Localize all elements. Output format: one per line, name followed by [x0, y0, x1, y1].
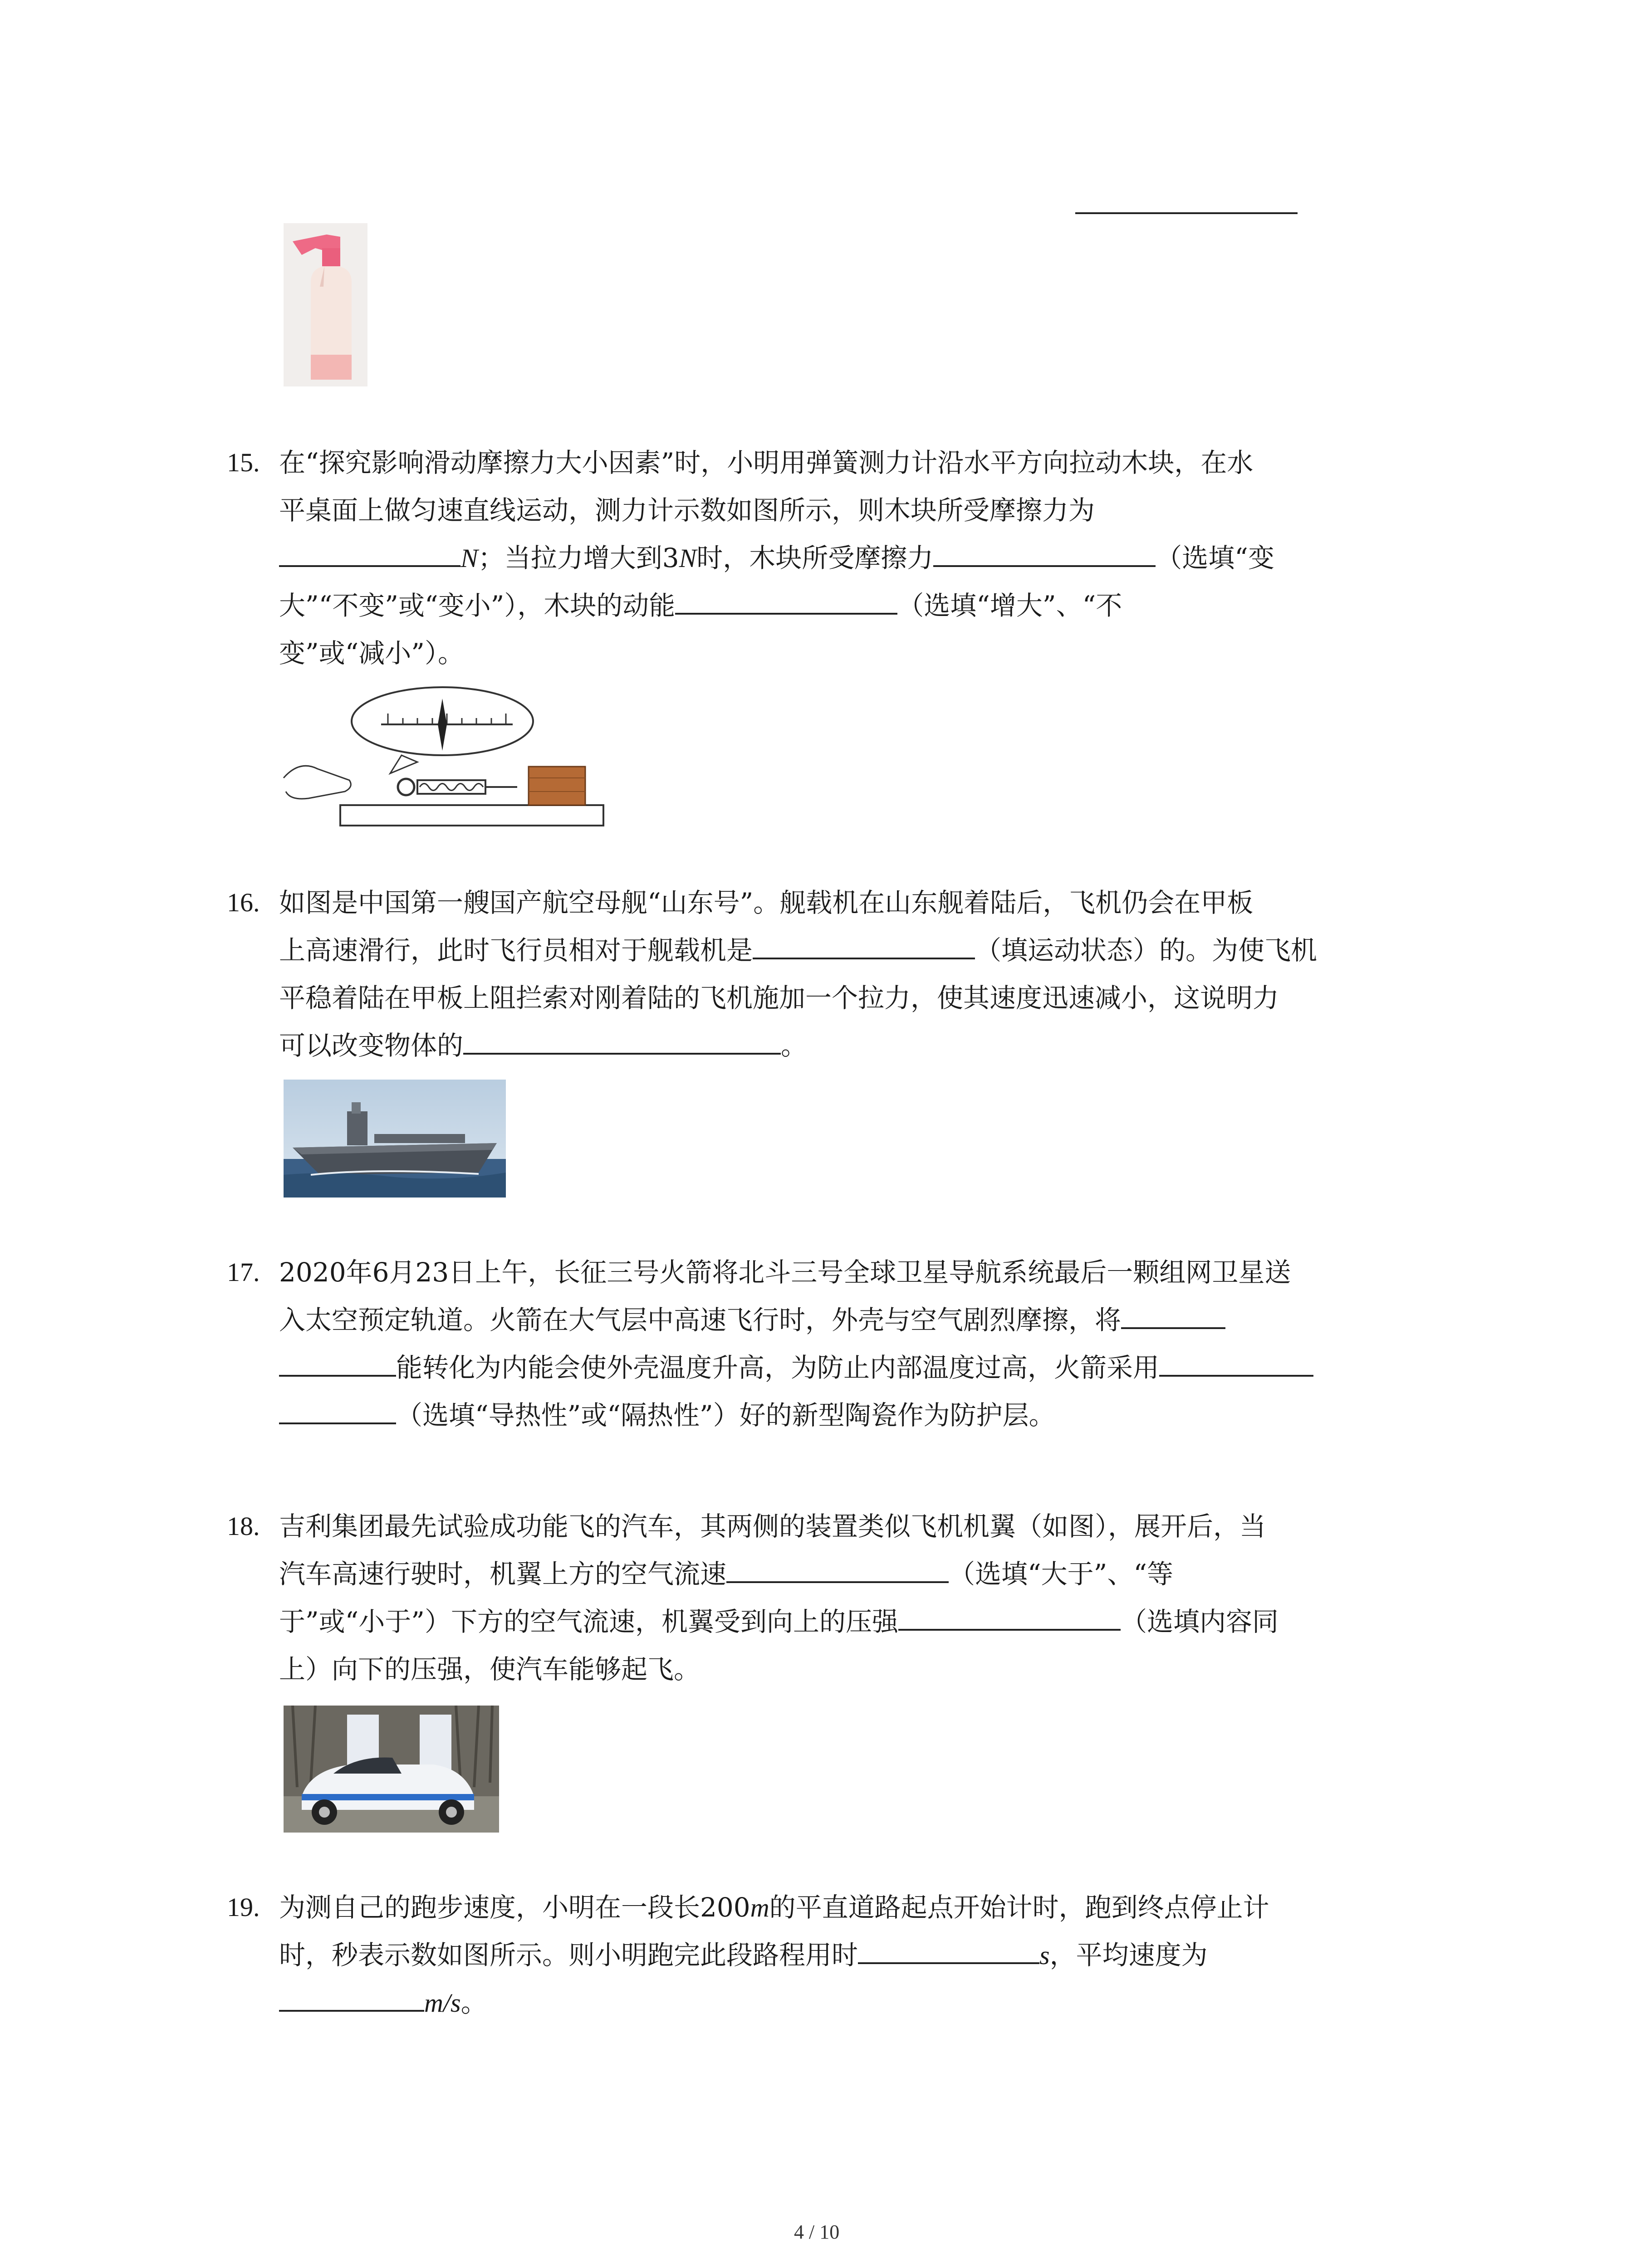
- question-text-line: 上高速滑行，此时飞行员相对于舰载机是 （填运动状态）的。为使飞机: [279, 935, 1318, 966]
- top-answer-blank: [1075, 212, 1298, 214]
- question-number: 17.: [227, 1257, 260, 1287]
- question-number: 19.: [227, 1892, 260, 1922]
- page-number: 4 / 10: [794, 2221, 840, 2243]
- answer-blank[interactable]: [726, 1559, 949, 1583]
- question-text: 2020年6月23日上午，长征三号火箭将北斗三号全球卫星导航系统最后一颗组网卫星送: [279, 1257, 1291, 1288]
- answer-blank[interactable]: [1159, 1352, 1313, 1377]
- question-text: 吉利集团最先试验成功能飞的汽车，其两侧的装置类似飞机机翼（如图），展开后，当: [279, 1511, 1266, 1542]
- answer-blank[interactable]: [279, 1400, 396, 1424]
- aircraft-carrier-image: [284, 1080, 506, 1198]
- unit-label: N: [460, 543, 478, 573]
- answer-blank[interactable]: [463, 1030, 781, 1055]
- question-text-line: 入太空预定轨道。火箭在大气层中高速飞行时，外壳与空气剧烈摩擦，将: [279, 1304, 1225, 1336]
- flying-car-image: [284, 1706, 499, 1833]
- answer-blank[interactable]: [675, 590, 897, 615]
- question-text-line: 时，秒表示数如图所示。则小明跑完此段路程用时 s，平均速度为: [279, 1940, 1208, 1970]
- question-text-line: m/s。: [279, 1987, 487, 2019]
- question-text-line: 于”或“小于”）下方的空气流速，机翼受到向上的压强 （选填内容同: [279, 1606, 1279, 1637]
- unit-label: s: [1039, 1941, 1050, 1970]
- answer-blank[interactable]: [279, 1352, 396, 1377]
- question-text-line: 大”“不变”或“变小”），木块的动能 （选填“增大”、“不: [279, 590, 1122, 621]
- answer-blank[interactable]: [858, 1940, 1039, 1964]
- answer-blank[interactable]: [279, 1987, 424, 2012]
- spring-scale-diagram: [281, 683, 608, 837]
- question-number: 18.: [227, 1511, 260, 1541]
- answer-blank[interactable]: [898, 1606, 1121, 1631]
- question-text: 变”或“减小”）。: [279, 638, 464, 669]
- answer-blank[interactable]: [753, 935, 975, 959]
- question-number: 16.: [227, 888, 260, 917]
- answer-blank[interactable]: [279, 543, 460, 567]
- answer-blank[interactable]: [1121, 1305, 1225, 1329]
- question-text: 在“探究影响滑动摩擦力大小因素”时，小明用弹簧测力计沿水平方向拉动木块，在水: [279, 447, 1254, 478]
- question-text-line: 为测自己的跑步速度，小明在一段长200m的平直道路起点开始计时，跑到终点停止计: [279, 1892, 1269, 1923]
- question-text: 上）向下的压强，使汽车能够起飞。: [279, 1654, 700, 1685]
- question-text-line: 可以改变物体的 。: [279, 1030, 808, 1061]
- question-text: 平稳着陆在甲板上阻拦索对刚着陆的飞机施加一个拉力，使其速度迅速减小，这说明力: [279, 982, 1279, 1013]
- question-text: 平桌面上做匀速直线运动，测力计示数如图所示，则木块所受摩擦力为: [279, 495, 1095, 526]
- spray-bottle-image: [284, 223, 367, 386]
- question-number: 15.: [227, 448, 260, 477]
- unit-label: N: [679, 543, 697, 573]
- question-text: 如图是中国第一艘国产航空母舰“山东号”。舰载机在山东舰着陆后，飞机仍会在甲板: [279, 887, 1254, 918]
- question-text-line: （选填“导热性”或“隔热性”）好的新型陶瓷作为防护层。: [279, 1399, 1055, 1431]
- unit-label: m/s: [424, 1988, 461, 2018]
- question-text-line: 汽车高速行驶时，机翼上方的空气流速 （选填“大于”、“等: [279, 1559, 1173, 1589]
- question-text-line: N；当拉力增大到3N时，木块所受摩擦力 （选填“变: [279, 542, 1274, 574]
- unit-label: m: [750, 1893, 769, 1922]
- question-text-line: 能转化为内能会使外壳温度升高，为防止内部温度过高，火箭采用: [279, 1352, 1313, 1383]
- answer-blank[interactable]: [933, 543, 1156, 567]
